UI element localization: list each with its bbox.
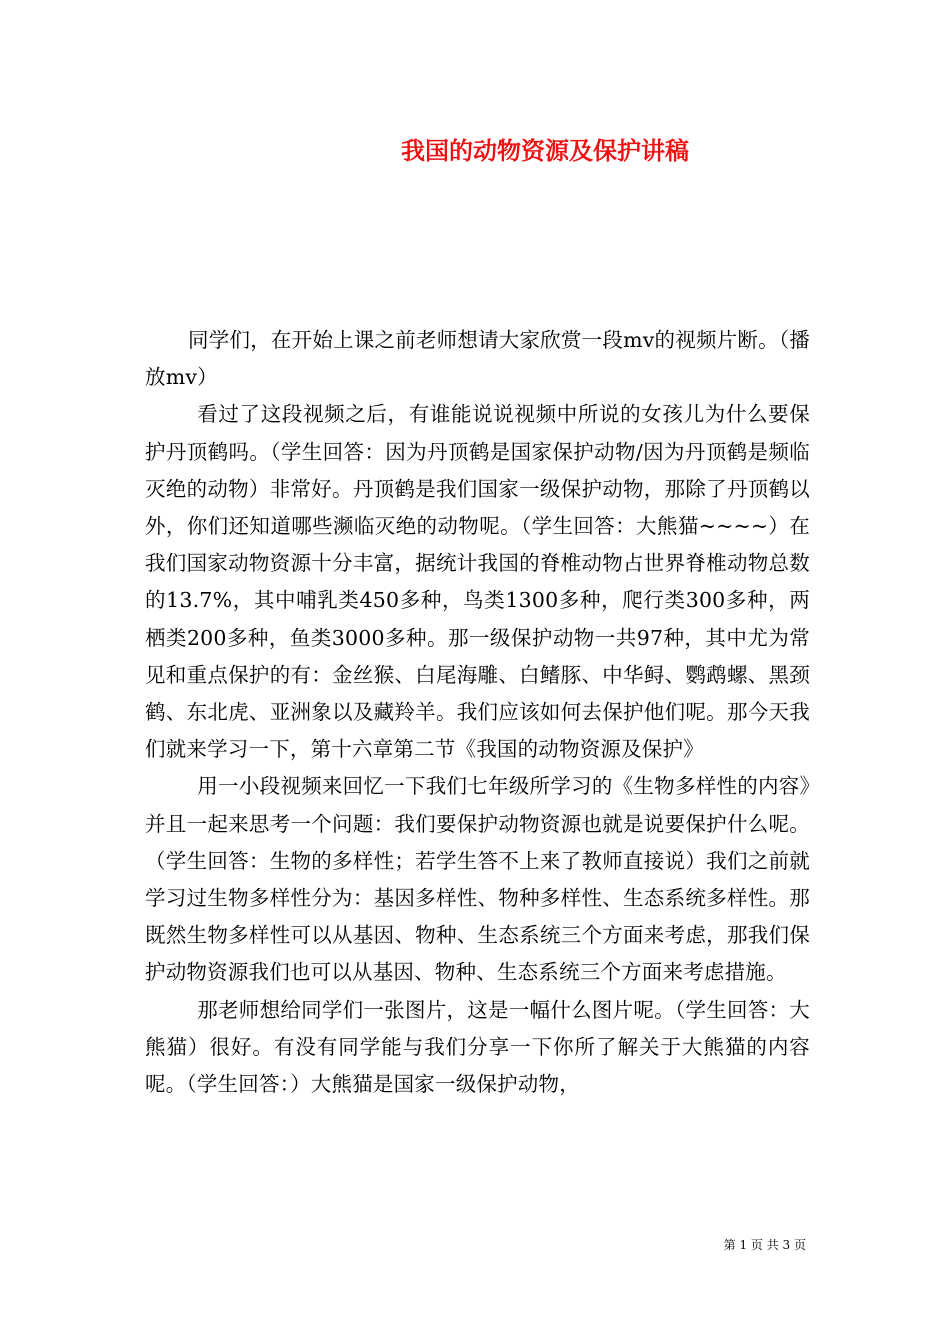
- document-title: 我国的动物资源及保护讲稿: [401, 136, 689, 165]
- paragraph-panda: 那老师想给同学们一张图片，这是一幅什么图片呢。（学生回答：大熊猫）很好。有没有同学能与我们分享一下你所了解关于大熊猫的内容呢。（学生回答：）大熊猫是国家一级保护动物，: [145, 997, 810, 1097]
- paragraph-intro: 同学们，在开始上课之前老师想请大家欣赏一段mv的视频片断。（播放mv）: [145, 328, 810, 390]
- paragraph-biodiversity: 用一小段视频来回忆一下我们七年级所学习的《生物多样性的内容》并且一起来思考一个问题：我们要保护动物资源也就是说要保护什么呢。（学生回答：生物的多样性；若学生答不上来了教师直接说）我们之前就学习过生物多样性分为：基因多样性、物种多样性、生态系统多样性。那既然生物多样性可以从基因、物种、生态系统三个方面来考虑，那我们保护动物资源我们也可以从基因、物种、生态系统三个方面来考虑措施。: [145, 774, 810, 985]
- paragraph-crane: 看过了这段视频之后，有谁能说说视频中所说的女孩儿为什么要保护丹顶鹤吗。（学生回答：因为丹顶鹤是国家保护动物/因为丹顶鹤是频临灭绝的动物）非常好。丹顶鹤是我们国家一级保护动物，那除了丹顶鹤以外，你们还知道哪些濒临灭绝的动物呢。（学生回答：大熊猫~~~~）在我们国家动物资源十分丰富，据统计我国的脊椎动物占世界脊椎动物总数的13.7%，其中哺乳类450多种，鸟类1300多种，爬行类300多种，两栖类200多种，鱼类3000多种。那一级保护动物一共97种，其中尤为常见和重点保护的有：金丝猴、白尾海雕、白鳍豚、中华鲟、鹦鹉螺、黑颈鹤、东北虎、亚洲象以及藏羚羊。我们应该如何去保护他们呢。那今天我们就来学习一下，第十六章第二节《我国的动物资源及保护》: [145, 402, 810, 762]
- document-body: [145, 322, 810, 1103]
- page-footer: 第 1 页 共 3 页: [723, 1238, 806, 1252]
